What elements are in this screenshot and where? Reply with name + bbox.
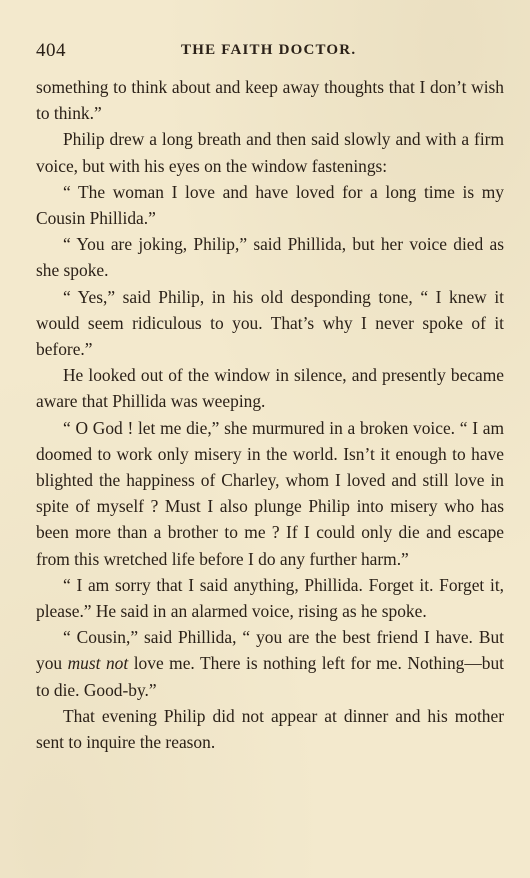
- paragraph: “ O God ! let me die,” she murmured in a broken voice. “ I am doomed to work only misery in the world. Isn’t it enough to have blighted the happiness of Charley, whom I loved and still love in spite of myself ? Must I also plunge Philip into misery who has been more than a brother to me ? If I could only die and escape from this wretched life before I do any further harm.”: [36, 417, 504, 569]
- page-header: [36, 40, 504, 66]
- paragraph: “ I am sorry that I said anything, Phillida. Forget it. Forget it, please.” He said in an alarmed voice, rising as he spoke.: [36, 574, 504, 622]
- paragraph: Philip drew a long breath and then said slowly and with a firm voice, but with his eyes on the window fastenings:: [36, 129, 504, 176]
- paragraph: “ Yes,” said Philip, in his old desponding tone, “ I knew it would seem ridiculous to you. That’s why I never spoke of it before.”: [36, 286, 504, 360]
- emphasized-text: must not: [67, 653, 129, 674]
- paragraph: That evening Philip did not appear at dinner and his mother sent to inquire the reason.: [36, 705, 504, 753]
- paragraph: [36, 624, 504, 703]
- text-run: love me. There is nothing left for me. Nothing—but to die. Good-by.”: [36, 653, 504, 700]
- running-title: THE FAITH DOCTOR.: [181, 42, 357, 58]
- page-number: 404: [36, 40, 66, 61]
- text-run: “ Cousin,” said Phillida, “ you are the best friend I have. But you: [36, 627, 504, 674]
- body-text: [36, 74, 504, 755]
- paragraph: “ The woman I love and have loved for a long time is my Cousin Phillida.”: [36, 181, 504, 229]
- paragraph: “ You are joking, Philip,” said Phillida, but her voice died as she spoke.: [36, 234, 504, 281]
- paragraph: something to think about and keep away thoughts that I don’t wish to think.”: [36, 77, 504, 124]
- paragraph: He looked out of the window in silence, and presently became aware that Phillida was weeping.: [36, 365, 504, 412]
